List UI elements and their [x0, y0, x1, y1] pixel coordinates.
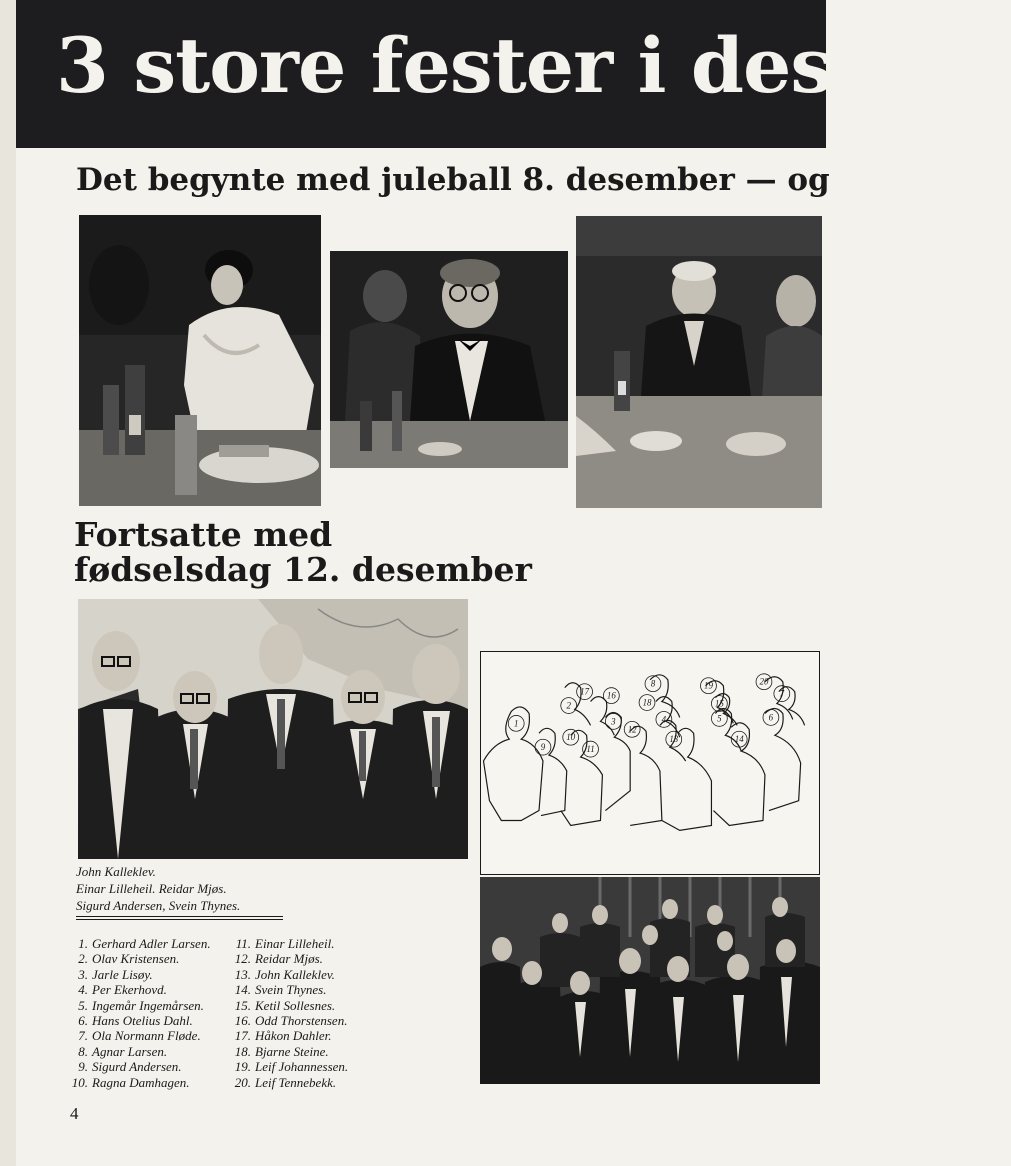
list-item: 11. Einar Lilleheil. — [235, 936, 335, 951]
photo-juleball-man-bowtie — [330, 251, 568, 468]
subheading: Det begynte med juleball 8. desember — og — [76, 162, 830, 198]
list-item: 2. Olav Kristensen. — [78, 951, 180, 967]
photo-birthday-group — [480, 877, 820, 1084]
list-item: 15. Ketil Sollesnes. — [234, 997, 336, 1013]
list-item: 20. Leif Tennebekk. — [234, 1074, 337, 1090]
list-item: 16. Odd Thorstensen. — [234, 1013, 348, 1029]
list-item: 7. Ola Normann Fløde. — [78, 1028, 201, 1044]
names-list-right — [231, 936, 348, 1090]
list-item: 17. Håkon Dahler. — [234, 1028, 332, 1044]
names-list-left — [68, 936, 211, 1090]
list-item: 4. Per Ekerhovd. — [78, 982, 167, 998]
diagram-number: 17 — [580, 686, 590, 697]
diagram-number: 9 — [540, 742, 546, 753]
diagram-number: 2 — [566, 700, 571, 711]
photo-caption — [76, 863, 286, 914]
caption-line2: Einar Lilleheil. Reidar Mjøs. — [76, 881, 227, 896]
list-item: 3. Jarle Lisøy. — [78, 966, 153, 982]
list-item: 13. John Kalleklev. — [234, 966, 335, 982]
page-binding-edge — [0, 0, 16, 1166]
list-item: 5. Ingemår Ingemårsen. — [78, 997, 204, 1013]
diagram-number: 19 — [704, 680, 713, 691]
section-heading-line2: fødselsdag 12. desember — [74, 549, 532, 589]
diagram-number: 15 — [714, 698, 724, 709]
diagram-number: 10 — [566, 732, 576, 743]
diagram-number: 6 — [768, 712, 774, 723]
list-item: 18. Bjarne Steine. — [234, 1043, 329, 1059]
title-banner — [16, 0, 1011, 148]
list-item: 10. Ragna Damhagen. — [71, 1074, 190, 1090]
list-item: 9. Sigurd Andersen. — [78, 1059, 182, 1075]
list-item: 6. Hans Otelius Dahl. — [78, 1013, 193, 1029]
diagram-number: 12 — [627, 724, 637, 735]
diagram-number: 7 — [779, 688, 785, 699]
section-heading — [74, 515, 532, 589]
diagram-number: 18 — [642, 697, 652, 708]
list-item: 14. Svein Thynes. — [234, 982, 327, 998]
diagram-number: 1 — [513, 718, 519, 729]
page-title: 3 store fester i desemb — [56, 21, 1011, 110]
diagram-number: 11 — [586, 744, 595, 755]
list-item: 12. Reidar Mjøs. — [234, 951, 323, 967]
diagram-number: 4 — [661, 714, 667, 725]
diagram-number: 8 — [650, 678, 656, 689]
photo-juleball-table-group — [576, 216, 822, 508]
diagram-number: 14 — [734, 734, 744, 745]
page-number: 4 — [70, 1104, 79, 1123]
list-item: 1. Gerhard Adler Larsen. — [78, 936, 211, 951]
caption-divider — [76, 916, 283, 917]
caption-line1: John Kalleklev. — [76, 864, 156, 879]
diagram-number: 20 — [759, 676, 769, 687]
list-item: 19. Leif Johannessen. — [234, 1059, 349, 1075]
diagram-number: 5 — [717, 713, 722, 724]
caption-line3: Sigurd Andersen, Svein Thynes. — [76, 898, 241, 913]
diagram-number: 3 — [611, 716, 616, 727]
caption-divider — [76, 919, 283, 920]
section-heading-line1: Fortsatte med — [74, 515, 333, 554]
identification-sketch — [480, 651, 820, 875]
photo-juleball-woman-fur — [79, 215, 321, 506]
diagram-number: 16 — [606, 690, 616, 701]
photo-birthday-five-men — [78, 599, 468, 859]
silhouette-drawing — [481, 652, 819, 874]
diagram-number: 13 — [669, 734, 679, 745]
list-item: 8. Agnar Larsen. — [78, 1043, 168, 1059]
